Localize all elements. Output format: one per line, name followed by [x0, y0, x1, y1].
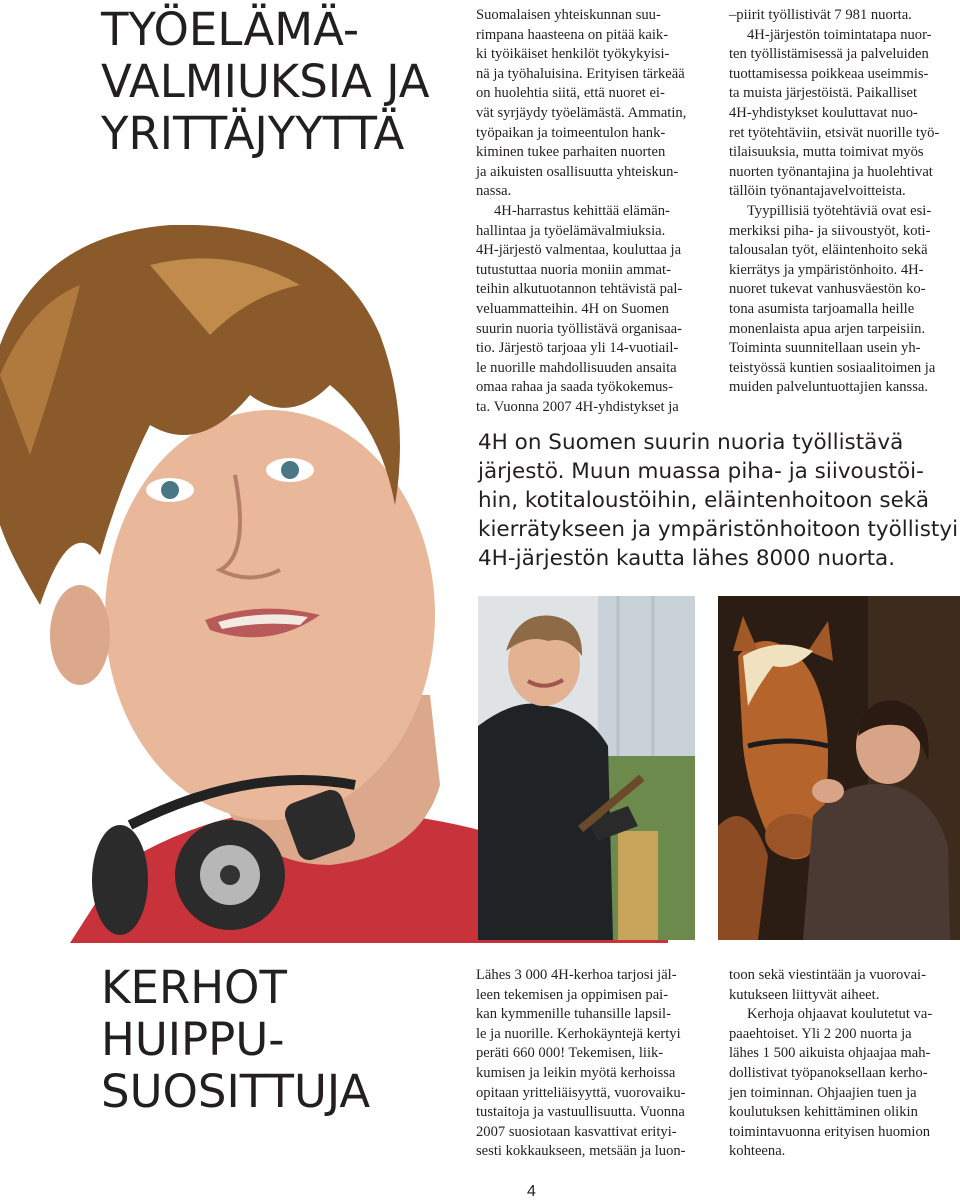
- text-line: tutustuttaa nuoria moniin ammat-: [476, 261, 671, 278]
- paragraph: [729, 202, 959, 398]
- text-line: 4H-järjestön toimintatapa nuor-: [747, 26, 932, 43]
- text-line: peräti 660 000! Tekemisen, liik-: [476, 1045, 664, 1062]
- pull-quote: [478, 428, 958, 573]
- paragraph: [476, 966, 716, 1162]
- text-line: nuorten työnantajina ja huolehtivat: [729, 163, 933, 180]
- text-line: Kerhoja ohjaavat koulutetut va-: [747, 1006, 933, 1023]
- text-line: kierrätys ja ympäristönhoito. 4H-: [729, 261, 924, 278]
- text-line: Suomalaisen yhteiskunnan suu-: [476, 7, 661, 23]
- photo-boy-working-yard: [478, 596, 695, 940]
- text-line: ja aikuisten osallisuutta yhteiskun-: [476, 163, 679, 180]
- text-line: nuoret tukevat vanhusväestön ko-: [729, 281, 926, 298]
- text-line: kiminen tukee parhaiten nuorten: [476, 144, 666, 161]
- photo-girl-with-horse: [718, 596, 960, 940]
- text-line: tilaisuuksia, mutta toimivat myös: [729, 144, 924, 161]
- text-line: on huolehtia siitä, että nuoret ei-: [476, 85, 665, 102]
- right-iris: [281, 461, 299, 479]
- text-line: ki työikäiset henkilöt työkykyisi-: [476, 46, 670, 63]
- paragraph: [476, 202, 708, 418]
- text-line: koulutuksen kehittäminen olikin: [729, 1104, 918, 1121]
- text-line: tällöin työnantajavelvoitteista.: [729, 183, 906, 200]
- text-line: rimpana haasteena on pitää kaik-: [476, 26, 669, 43]
- text-line: jen toiminnan. Ohjaajien tuen ja: [729, 1084, 917, 1101]
- heading-line: HUIPPU-: [101, 1013, 285, 1066]
- text-line: suurin nuoria työllistävä organisaa-: [476, 320, 683, 337]
- text-line: toimintavuonna erityisen huomion: [729, 1123, 931, 1140]
- article-column-1: [476, 6, 708, 417]
- text-line: le nuorille mahdollisuuden ansaita: [476, 359, 677, 376]
- text-line: kumisen ja leikin myötä kerhoissa: [476, 1064, 676, 1081]
- text-line: toon sekä viestintään ja vuorovai-: [729, 967, 926, 983]
- left-iris: [161, 481, 179, 499]
- text-line: le ja nuorille. Kerhokäyntejä kertyi: [476, 1025, 681, 1042]
- wooden-post: [618, 831, 658, 940]
- heading-line: YRITTÄJYYTTÄ: [101, 107, 405, 160]
- text-line: teihin alkutuotannon tehtävistä pal-: [476, 281, 683, 298]
- ear: [50, 585, 110, 685]
- text-line: leen tekemisen ja oppimisen pai-: [476, 986, 669, 1003]
- text-line: tio. Järjestö tarjoaa yli 14-vuotiail-: [476, 340, 679, 357]
- text-line: merkiksi piha- ja siivoustyöt, koti-: [729, 222, 931, 239]
- quote-line: kierrätykseen ja ympäristönhoitoon työllistyi: [478, 517, 959, 542]
- heading-line: TYÖELÄMÄ-: [101, 3, 360, 56]
- quote-line: hin, kotitaloustöihin, eläintenhoitoon sekä: [478, 488, 930, 513]
- text-line: ta muista järjestöistä. Paikalliset: [729, 85, 918, 102]
- text-line: Tyypillisiä työtehtäviä ovat esi-: [747, 202, 932, 219]
- paragraph: [729, 1005, 959, 1162]
- headphone-ear-cup-left: [92, 825, 148, 935]
- text-line: dollistivat työpanoksellaan kerho-: [729, 1064, 928, 1081]
- text-line: ta. Vuonna 2007 4H-yhdistykset ja: [476, 398, 679, 415]
- text-line: vät syrjäydy työelämästä. Ammatin,: [476, 104, 687, 121]
- text-line: kan kymmenille tuhansille lapsil-: [476, 1006, 671, 1023]
- section-heading-kerhot: [101, 962, 370, 1118]
- text-line: 4H-harrastus kehittää elämän-: [494, 202, 670, 219]
- text-line: sesti kokkaukseen, metsään ja luon-: [476, 1143, 686, 1160]
- quote-line: 4H on Suomen suurin nuoria työllistävä: [478, 430, 904, 455]
- text-line: monenlaista apua arjen tarpeisiin.: [729, 320, 926, 337]
- girl-horse-illustration: [718, 596, 960, 940]
- article-column-2: [729, 6, 959, 398]
- text-line: nä ja työhaluisina. Erityisen tärkeää: [476, 65, 685, 82]
- headphone-ear-cup-hub: [220, 865, 240, 885]
- text-line: kutukseen liittyvät aiheet.: [729, 986, 880, 1003]
- girl-jacket: [803, 784, 950, 940]
- girl-hand: [812, 779, 844, 803]
- page-number: 4: [527, 1183, 536, 1200]
- text-line: Toiminta suunnitellaan usein yh-: [729, 340, 921, 357]
- text-line: ret työtehtäviin, etsivät nuorille työ-: [729, 124, 940, 141]
- text-line: muiden palveluntuottajien kanssa.: [729, 379, 928, 396]
- text-line: tuottamisessa poikkeaa useimmis-: [729, 65, 929, 82]
- text-line: Lähes 3 000 4H-kerhoa tarjosi jäl-: [476, 967, 677, 983]
- text-line: hallintaa ja työelämävalmiuksia.: [476, 222, 666, 239]
- paragraph: [729, 26, 959, 202]
- heading-line: SUOSITTUJA: [101, 1065, 371, 1118]
- text-line: teistyössä kuntien sosiaalitoimen ja: [729, 359, 936, 376]
- text-line: 4H-järjestö valmentaa, kouluttaa ja: [476, 242, 682, 259]
- text-line: työpaikan ja toimeentulon hank-: [476, 124, 666, 141]
- paragraph: [729, 6, 959, 26]
- text-line: talousalan työt, eläintenhoito sekä: [729, 242, 928, 259]
- text-line: omaa rahaa ja saada työkokemus-: [476, 379, 673, 396]
- text-line: paaehtoiset. Yli 2 200 nuorta ja: [729, 1025, 912, 1042]
- text-line: tona asumista tarjoamalla heille: [729, 300, 915, 317]
- article-column-3: [476, 966, 716, 1162]
- heading-line: VALMIUKSIA JA: [101, 55, 430, 108]
- quote-line: järjestö. Muun muassa piha- ja siivoustöi-: [478, 459, 924, 484]
- text-line: lähes 1 500 aikuista ohjaajaa mah-: [729, 1045, 931, 1062]
- text-line: opitaan yritteliäisyyttä, vuorovaiku-: [476, 1084, 686, 1101]
- text-line: veluammatteihin. 4H on Suomen: [476, 300, 669, 317]
- text-line: tustaitoja ja vastuullisuutta. Vuonna: [476, 1104, 685, 1121]
- text-line: ten työllistämisessä ja palveluiden: [729, 46, 929, 63]
- section-heading-tyoelama: [101, 4, 430, 160]
- text-line: 4H-yhdistykset kouluttavat nuo-: [729, 104, 918, 121]
- text-line: 2007 suosiotaan kasvattivat erityi-: [476, 1123, 677, 1140]
- boy-working-illustration: [478, 596, 695, 940]
- text-line: kohteena.: [729, 1143, 786, 1160]
- text-line: –piirit työllistivät 7 981 nuorta.: [729, 7, 912, 23]
- article-column-4: [729, 966, 959, 1162]
- paragraph: [729, 966, 959, 1005]
- paragraph: [476, 6, 708, 202]
- quote-line: 4H-järjestön kautta lähes 8000 nuorta.: [478, 546, 896, 571]
- heading-line: KERHOT: [101, 961, 287, 1014]
- text-line: nassa.: [476, 183, 512, 200]
